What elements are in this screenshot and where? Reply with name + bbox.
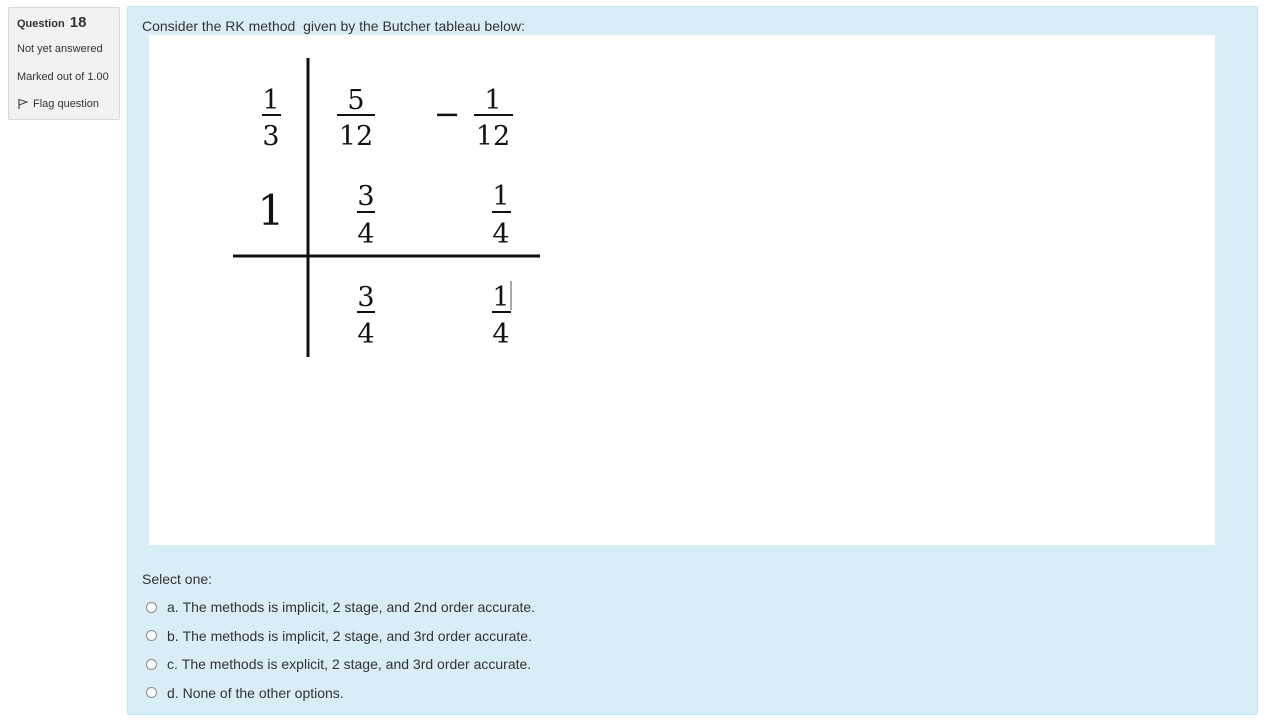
answer-letter-b: b. xyxy=(167,627,179,644)
answer-option-d[interactable] xyxy=(146,679,535,708)
tableau-b1-den: 4 xyxy=(357,319,375,350)
tableau-a22-den: 4 xyxy=(492,219,510,250)
tableau-c2-whole: 1 xyxy=(257,186,285,235)
tableau-a21-num: 3 xyxy=(357,181,375,212)
flag-question-link[interactable] xyxy=(17,98,99,110)
radio-button-d[interactable] xyxy=(146,687,157,698)
question-info-panel xyxy=(8,7,120,120)
answer-text-b: The methods is implicit, 2 stage, and 3rd order accurate. xyxy=(182,627,532,644)
answer-option-a[interactable] xyxy=(146,593,535,622)
answer-text-c: The methods is explicit, 2 stage, and 3rd order accurate. xyxy=(181,656,532,673)
select-one-prompt: Select one: xyxy=(142,571,213,587)
flag-icon xyxy=(17,98,29,110)
question-label: Question xyxy=(17,18,65,30)
answer-letter-c: c. xyxy=(167,656,178,673)
tableau-b2-den: 4 xyxy=(492,319,510,350)
question-grade: Marked out of 1.00 xyxy=(17,71,109,83)
butcher-tableau-image xyxy=(149,35,1215,545)
tableau-c1-den: 3 xyxy=(262,121,280,152)
question-state: Not yet answered xyxy=(17,43,103,55)
answer-text-a: The methods is implicit, 2 stage, and 2nd order accurate. xyxy=(182,599,536,616)
butcher-tableau xyxy=(149,35,1215,545)
question-content xyxy=(127,6,1258,715)
answer-text-d: None of the other options. xyxy=(182,684,344,701)
question-number-value: 18 xyxy=(69,14,87,31)
radio-button-a[interactable] xyxy=(146,602,157,613)
tableau-c1-num: 1 xyxy=(262,85,280,116)
tableau-b1-num: 3 xyxy=(357,282,375,313)
question-number xyxy=(17,14,86,31)
answer-letter-d: d. xyxy=(167,684,179,701)
tableau-a12-sign: − xyxy=(433,95,461,133)
answer-options xyxy=(146,593,535,707)
answer-option-c[interactable] xyxy=(146,650,535,679)
tableau-a12-num: 1 xyxy=(484,85,502,116)
radio-button-c[interactable] xyxy=(146,659,157,670)
tableau-a11-den: 12 xyxy=(338,121,374,152)
tableau-a11-num: 5 xyxy=(347,85,365,116)
tableau-b2-num: 1 xyxy=(492,282,510,313)
tableau-a22-num: 1 xyxy=(492,181,510,212)
radio-button-b[interactable] xyxy=(146,630,157,641)
tableau-a12-den: 12 xyxy=(475,121,511,152)
tableau-a21-den: 4 xyxy=(357,219,375,250)
question-text: Consider the RK method given by the Butcher tableau below: xyxy=(142,18,525,34)
answer-letter-a: a. xyxy=(167,599,179,616)
flag-question-label: Flag question xyxy=(33,98,100,110)
answer-option-b[interactable] xyxy=(146,622,535,651)
